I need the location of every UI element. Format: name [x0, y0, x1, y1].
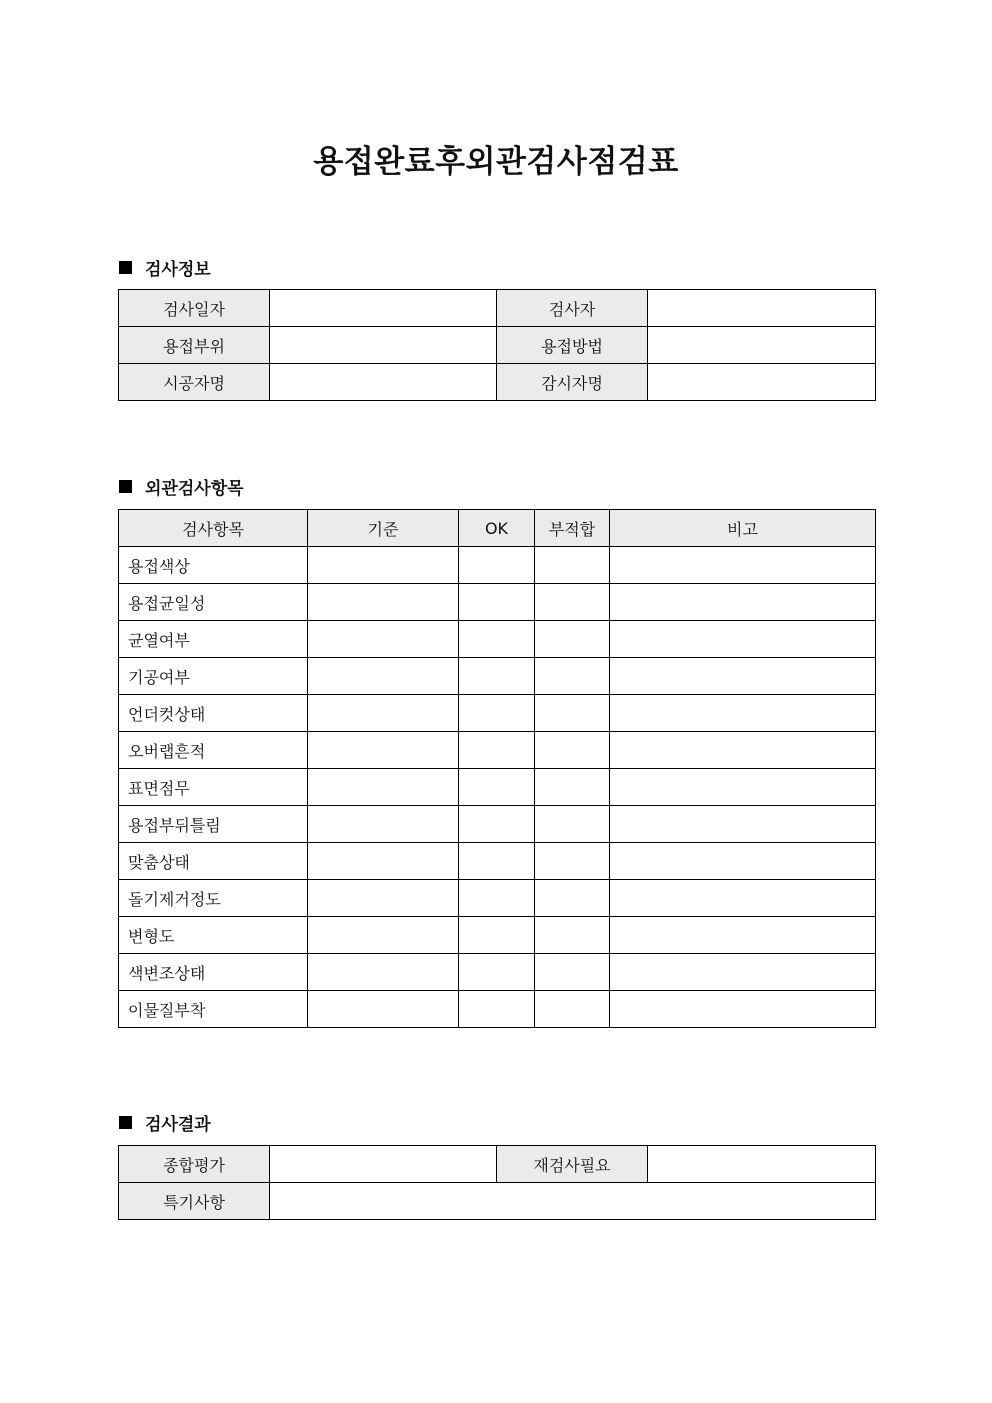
field-label: 시공자명	[119, 364, 270, 401]
weld-location-field[interactable]	[270, 327, 497, 364]
table-row	[119, 621, 876, 658]
info-table	[118, 289, 876, 401]
ok-cell[interactable]	[459, 806, 535, 843]
nonconforming-cell[interactable]	[535, 621, 610, 658]
nonconforming-cell[interactable]	[535, 991, 610, 1028]
column-header: 검사항목	[119, 510, 308, 547]
inspection-table	[118, 509, 876, 1028]
page-title: 용접완료후외관검사점검표	[313, 144, 679, 180]
standard-cell[interactable]	[308, 806, 459, 843]
ok-cell[interactable]	[459, 991, 535, 1028]
section-heading-inspection	[119, 474, 244, 499]
field-label: 용접방법	[497, 327, 648, 364]
field-label: 검사일자	[119, 290, 270, 327]
nonconforming-cell[interactable]	[535, 658, 610, 695]
ok-cell[interactable]	[459, 621, 535, 658]
inspection-item-label: 색변조상태	[119, 954, 308, 991]
inspection-item-label: 변형도	[119, 917, 308, 954]
table-row	[119, 327, 876, 364]
table-row	[119, 954, 876, 991]
ok-cell[interactable]	[459, 547, 535, 584]
remarks-cell[interactable]	[610, 954, 876, 991]
table-row	[119, 991, 876, 1028]
standard-cell[interactable]	[308, 658, 459, 695]
ok-cell[interactable]	[459, 954, 535, 991]
remarks-cell[interactable]	[610, 843, 876, 880]
nonconforming-cell[interactable]	[535, 843, 610, 880]
recheck-required-field[interactable]	[648, 1146, 876, 1183]
standard-cell[interactable]	[308, 954, 459, 991]
ok-cell[interactable]	[459, 732, 535, 769]
nonconforming-cell[interactable]	[535, 769, 610, 806]
square-bullet-icon	[119, 1116, 132, 1129]
nonconforming-cell[interactable]	[535, 584, 610, 621]
table-row	[119, 695, 876, 732]
standard-cell[interactable]	[308, 621, 459, 658]
remarks-cell[interactable]	[610, 806, 876, 843]
nonconforming-cell[interactable]	[535, 954, 610, 991]
square-bullet-icon	[119, 261, 132, 274]
inspection-item-label: 언더컷상태	[119, 695, 308, 732]
inspector-field[interactable]	[648, 290, 876, 327]
square-bullet-icon	[119, 480, 132, 493]
nonconforming-cell[interactable]	[535, 547, 610, 584]
field-label: 검사자	[497, 290, 648, 327]
nonconforming-cell[interactable]	[535, 695, 610, 732]
remarks-cell[interactable]	[610, 880, 876, 917]
section-heading-label: 검사결과	[145, 1115, 211, 1135]
table-row	[119, 364, 876, 401]
section-heading-result	[119, 1110, 211, 1135]
standard-cell[interactable]	[308, 843, 459, 880]
nonconforming-cell[interactable]	[535, 732, 610, 769]
nonconforming-cell[interactable]	[535, 917, 610, 954]
field-label: 종합평가	[119, 1146, 270, 1183]
nonconforming-cell[interactable]	[535, 806, 610, 843]
standard-cell[interactable]	[308, 584, 459, 621]
result-table	[118, 1145, 876, 1220]
standard-cell[interactable]	[308, 991, 459, 1028]
ok-cell[interactable]	[459, 658, 535, 695]
inspection-item-label: 표면점무	[119, 769, 308, 806]
inspection-item-label: 용접부뒤틀림	[119, 806, 308, 843]
column-header: 부적합	[535, 510, 610, 547]
inspection-item-label: 이물질부착	[119, 991, 308, 1028]
inspection-item-label: 오버랩흔적	[119, 732, 308, 769]
field-label: 용접부위	[119, 327, 270, 364]
table-header-row	[119, 510, 876, 547]
table-row	[119, 658, 876, 695]
field-label: 감시자명	[497, 364, 648, 401]
remarks-cell[interactable]	[610, 769, 876, 806]
ok-cell[interactable]	[459, 695, 535, 732]
table-row	[119, 843, 876, 880]
inspection-date-field[interactable]	[270, 290, 497, 327]
contractor-name-field[interactable]	[270, 364, 497, 401]
nonconforming-cell[interactable]	[535, 880, 610, 917]
ok-cell[interactable]	[459, 769, 535, 806]
weld-method-field[interactable]	[648, 327, 876, 364]
ok-cell[interactable]	[459, 584, 535, 621]
table-row	[119, 880, 876, 917]
special-remarks-field[interactable]	[270, 1183, 876, 1220]
inspection-item-label: 용접균일성	[119, 584, 308, 621]
column-header: 비고	[610, 510, 876, 547]
section-heading-label: 외관검사항목	[145, 479, 244, 499]
standard-cell[interactable]	[308, 769, 459, 806]
standard-cell[interactable]	[308, 732, 459, 769]
field-label: 특기사항	[119, 1183, 270, 1220]
table-row	[119, 584, 876, 621]
remarks-cell[interactable]	[610, 547, 876, 584]
column-header: OK	[459, 510, 535, 547]
inspection-item-label: 용접색상	[119, 547, 308, 584]
overall-evaluation-field[interactable]	[270, 1146, 497, 1183]
remarks-cell[interactable]	[610, 695, 876, 732]
column-header: 기준	[308, 510, 459, 547]
ok-cell[interactable]	[459, 880, 535, 917]
ok-cell[interactable]	[459, 917, 535, 954]
standard-cell[interactable]	[308, 695, 459, 732]
table-row	[119, 1183, 876, 1220]
remarks-cell[interactable]	[610, 658, 876, 695]
supervisor-name-field[interactable]	[648, 364, 876, 401]
remarks-cell[interactable]	[610, 584, 876, 621]
standard-cell[interactable]	[308, 880, 459, 917]
inspection-item-label: 기공여부	[119, 658, 308, 695]
table-row	[119, 290, 876, 327]
table-row	[119, 732, 876, 769]
field-label: 재검사필요	[497, 1146, 648, 1183]
table-row	[119, 917, 876, 954]
inspection-item-label: 맞춤상태	[119, 843, 308, 880]
remarks-cell[interactable]	[610, 621, 876, 658]
section-heading-info	[119, 255, 211, 280]
inspection-item-label: 균열여부	[119, 621, 308, 658]
section-heading-label: 검사정보	[145, 260, 211, 280]
table-row	[119, 769, 876, 806]
remarks-cell[interactable]	[610, 991, 876, 1028]
inspection-item-label: 돌기제거정도	[119, 880, 308, 917]
remarks-cell[interactable]	[610, 732, 876, 769]
ok-cell[interactable]	[459, 843, 535, 880]
table-row	[119, 806, 876, 843]
remarks-cell[interactable]	[610, 917, 876, 954]
table-row	[119, 547, 876, 584]
standard-cell[interactable]	[308, 547, 459, 584]
table-row	[119, 1146, 876, 1183]
standard-cell[interactable]	[308, 917, 459, 954]
